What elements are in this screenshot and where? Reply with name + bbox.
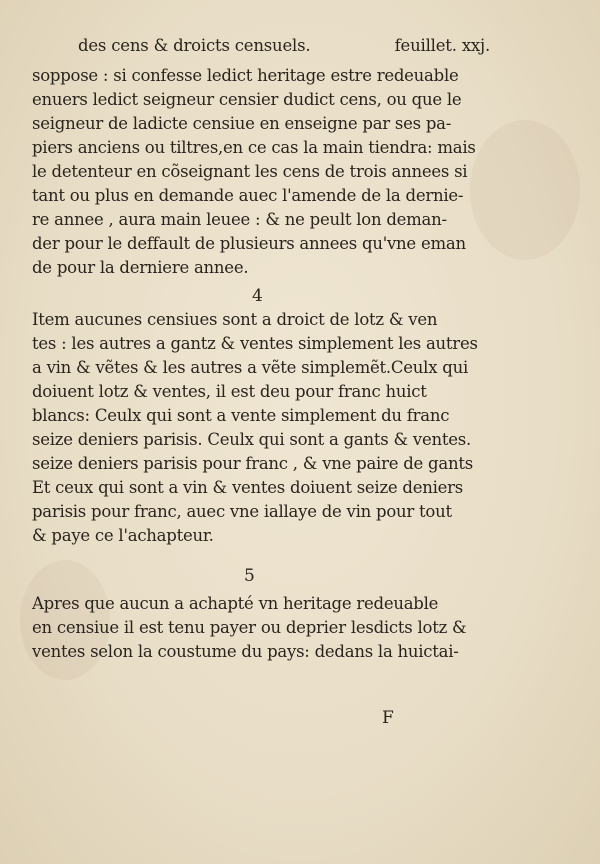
text-line: tes : les autres a gantz & ventes simplement les autres [32,334,478,353]
text-line: soppose : si confesse ledict heritage estre redeuable [32,66,459,85]
text-line: der pour le deffault de plusieurs annees qu'vne eman [32,234,466,253]
text-line: Et ceux qui sont a vin & ventes doiuent seize deniers [32,478,464,497]
text-line: seize deniers parisis. Ceulx qui sont a gants & ventes. [32,430,471,449]
running-title: des cens & droicts censuels. [78,36,311,55]
text-line: seigneur de ladicte censiue en enseigne par ses pa- [32,114,452,133]
text-line: Apres que aucun a achapté vn heritage redeuable [32,594,439,613]
signature-mark: F [382,708,394,728]
text-line: Item aucunes censiues sont a droict de lotz & ven [32,310,438,329]
text-line: re annee , aura main leuee : & ne peult lon deman- [32,210,447,229]
running-header [78,36,490,60]
text-line: a vin & vẽtes & les autres a vẽte simplemẽt.Ceulx qui [32,358,468,377]
folio-number: feuillet. xxj. [394,36,490,55]
paper-stain [470,120,580,260]
text-line: ventes selon la coustume du pays: dedans la huictai- [32,642,459,661]
article-number: 4 [252,286,263,306]
text-line: doiuent lotz & ventes, il est deu pour franc huict [32,382,427,401]
text-line: seize deniers parisis pour franc , & vne paire de gants [32,454,473,473]
article-number: 5 [244,566,255,586]
text-line: le detenteur en cõseignant les cens de trois annees si [32,162,468,181]
text-line: en censiue il est tenu payer ou deprier lesdicts lotz & [32,618,467,637]
text-line: enuers ledict seigneur censier dudict cens, ou que le [32,90,462,109]
text-line: de pour la derniere annee. [32,258,249,277]
text-line: parisis pour franc, auec vne iallaye de vin pour tout [32,502,452,521]
text-line: tant ou plus en demande auec l'amende de la dernie- [32,186,464,205]
text-line: & paye ce l'achapteur. [32,526,214,545]
text-line: piers anciens ou tiltres,en ce cas la main tiendra: mais [32,138,476,157]
text-line: blancs: Ceulx qui sont a vente simplement du franc [32,406,450,425]
